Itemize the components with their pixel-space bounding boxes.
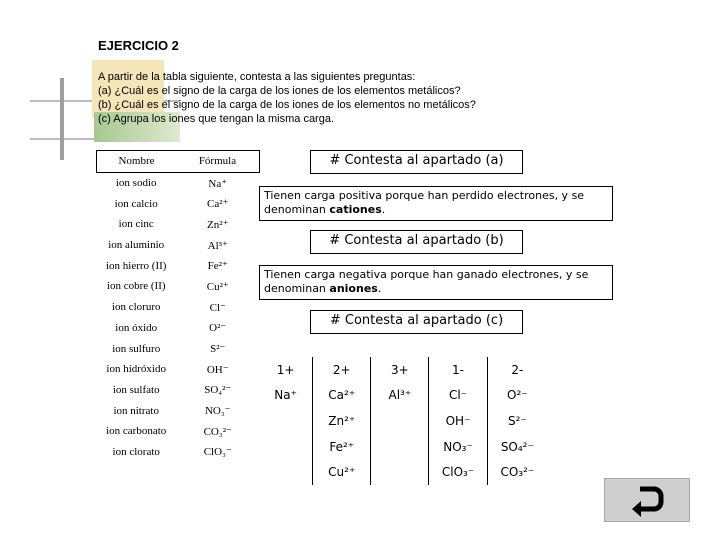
charge-cell: ClO₃⁻	[429, 459, 487, 485]
answer-a-text: Tienen carga positiva porque han perdido electrones, y se denominan	[264, 189, 585, 216]
table-row	[97, 421, 260, 442]
charge-cell: CO₃²⁻	[500, 465, 535, 480]
ion-name: ion óxido	[115, 321, 158, 334]
ion-formula: NO₃⁻	[204, 405, 231, 418]
back-button[interactable]	[604, 478, 690, 522]
charge-cell: O²⁻	[507, 388, 528, 403]
answer-a-keyword: cationes	[329, 203, 382, 216]
charge-groups-table	[259, 357, 547, 485]
instructions	[98, 70, 476, 126]
charge-row	[259, 408, 547, 434]
charge-groups-body	[259, 357, 547, 485]
charge-header-row	[259, 357, 547, 383]
section-c-heading-box	[310, 310, 523, 334]
table-row	[97, 359, 260, 380]
ion-formula: Cu²⁺	[206, 280, 229, 293]
ion-name: ion sulfuro	[112, 342, 161, 355]
ion-formula: CO₃²⁻	[203, 425, 232, 438]
table-row	[97, 338, 260, 359]
ion-name: ion hierro (II)	[105, 259, 167, 272]
ion-name: ion clorato	[112, 445, 160, 458]
exercise-title: EJERCICIO 2	[98, 38, 179, 53]
column-header-name: Nombre	[97, 151, 176, 173]
answer-a-end: .	[381, 203, 386, 216]
table-row	[97, 235, 260, 256]
ion-formula: SO₄²⁻	[204, 384, 232, 397]
charge-cell: S²⁻	[507, 413, 527, 428]
ion-formula: Na⁺	[208, 177, 228, 190]
section-b-answer[interactable]	[259, 265, 613, 300]
charge-cell: Ca²⁺	[313, 383, 371, 409]
ion-formula: Zn²⁺	[207, 218, 229, 231]
charge-cell: OH⁻	[429, 408, 487, 434]
column-header-formula: Fórmula	[176, 151, 260, 173]
table-row	[97, 442, 260, 463]
charge-cell	[259, 434, 313, 460]
ion-name: ion sulfato	[112, 383, 160, 396]
charge-header: 3+	[371, 357, 429, 383]
charge-header: 1+	[259, 357, 313, 383]
ion-formula: Cl⁻	[209, 301, 226, 314]
charge-cell: SO₄²⁻	[500, 439, 534, 454]
charge-cell: Zn²⁺	[313, 408, 371, 434]
charge-cell	[259, 408, 313, 434]
ion-formula: OH⁻	[206, 363, 229, 376]
charge-header: 2+	[313, 357, 371, 383]
section-b-heading-box	[310, 230, 523, 254]
table-row	[97, 214, 260, 235]
ion-formula: Ca²⁺	[207, 198, 229, 211]
ions-table-body	[97, 172, 260, 462]
section-a-heading-box	[310, 150, 523, 174]
return-arrow-icon	[630, 485, 666, 517]
ion-name: ion sodio	[115, 177, 157, 190]
table-row	[97, 172, 260, 193]
section-a-answer[interactable]	[259, 186, 613, 221]
ion-name: ion aluminio	[108, 239, 165, 252]
ions-table	[96, 150, 260, 462]
ion-name: ion nitrato	[113, 404, 159, 417]
ion-formula: Fe²⁺	[207, 260, 228, 273]
table-row	[97, 255, 260, 276]
charge-cell: NO₃⁻	[429, 434, 487, 460]
charge-cell: Al³⁺	[371, 383, 429, 409]
question-a: (a) ¿Cuál es el signo de la carga de los iones de los elementos metálicos?	[98, 85, 461, 97]
answer-b-keyword: aniones	[329, 282, 378, 295]
question-c: (c) Agrupa los iones que tengan la misma carga.	[98, 113, 335, 125]
charge-cell: Na⁺	[259, 383, 313, 409]
question-b: (b) ¿Cuál es el signo de la carga de los iones de los elementos no metálicos?	[98, 99, 476, 111]
ion-name: ion carbonato	[106, 425, 167, 438]
ion-name: ion cinc	[118, 218, 154, 231]
answer-b-text: Tienen carga negativa porque han ganado electrones, y se denominan	[264, 268, 589, 295]
table-row	[97, 276, 260, 297]
charge-cell: Cl⁻	[429, 383, 487, 409]
table-row	[97, 297, 260, 318]
ion-formula: S²⁻	[210, 343, 226, 356]
section-b-heading: # Contesta al apartado (b)	[329, 233, 504, 248]
charge-cell	[371, 459, 429, 485]
charge-cell	[371, 434, 429, 460]
section-c-heading: # Contesta al apartado (c)	[329, 313, 504, 328]
ion-name: ion cobre (II)	[106, 280, 166, 293]
answer-b-end: .	[377, 282, 382, 295]
charge-cell	[259, 459, 313, 485]
ion-name: ion calcio	[114, 197, 158, 210]
table-header-row	[97, 151, 260, 173]
table-row	[97, 193, 260, 214]
decoration-vertical-bar	[60, 78, 64, 160]
table-row	[97, 380, 260, 401]
charge-cell: Fe²⁺	[313, 434, 371, 460]
charge-cell	[371, 408, 429, 434]
table-row	[97, 400, 260, 421]
ion-formula: Al³⁺	[207, 239, 228, 252]
charge-row	[259, 383, 547, 409]
table-row	[97, 318, 260, 339]
charge-header: 2-	[511, 362, 524, 377]
charge-header: 1-	[429, 357, 487, 383]
section-a-heading: # Contesta al apartado (a)	[329, 153, 504, 168]
charge-row	[259, 459, 547, 485]
instruction-line: A partir de la tabla siguiente, contesta a las siguientes preguntas:	[98, 71, 416, 83]
ion-name: ion hidróxido	[106, 363, 166, 376]
ion-formula: ClO₃⁻	[203, 446, 232, 459]
charge-cell: Cu²⁺	[313, 459, 371, 485]
ion-name: ion cloruro	[111, 301, 161, 314]
ion-formula: O²⁻	[209, 322, 227, 335]
charge-row	[259, 434, 547, 460]
